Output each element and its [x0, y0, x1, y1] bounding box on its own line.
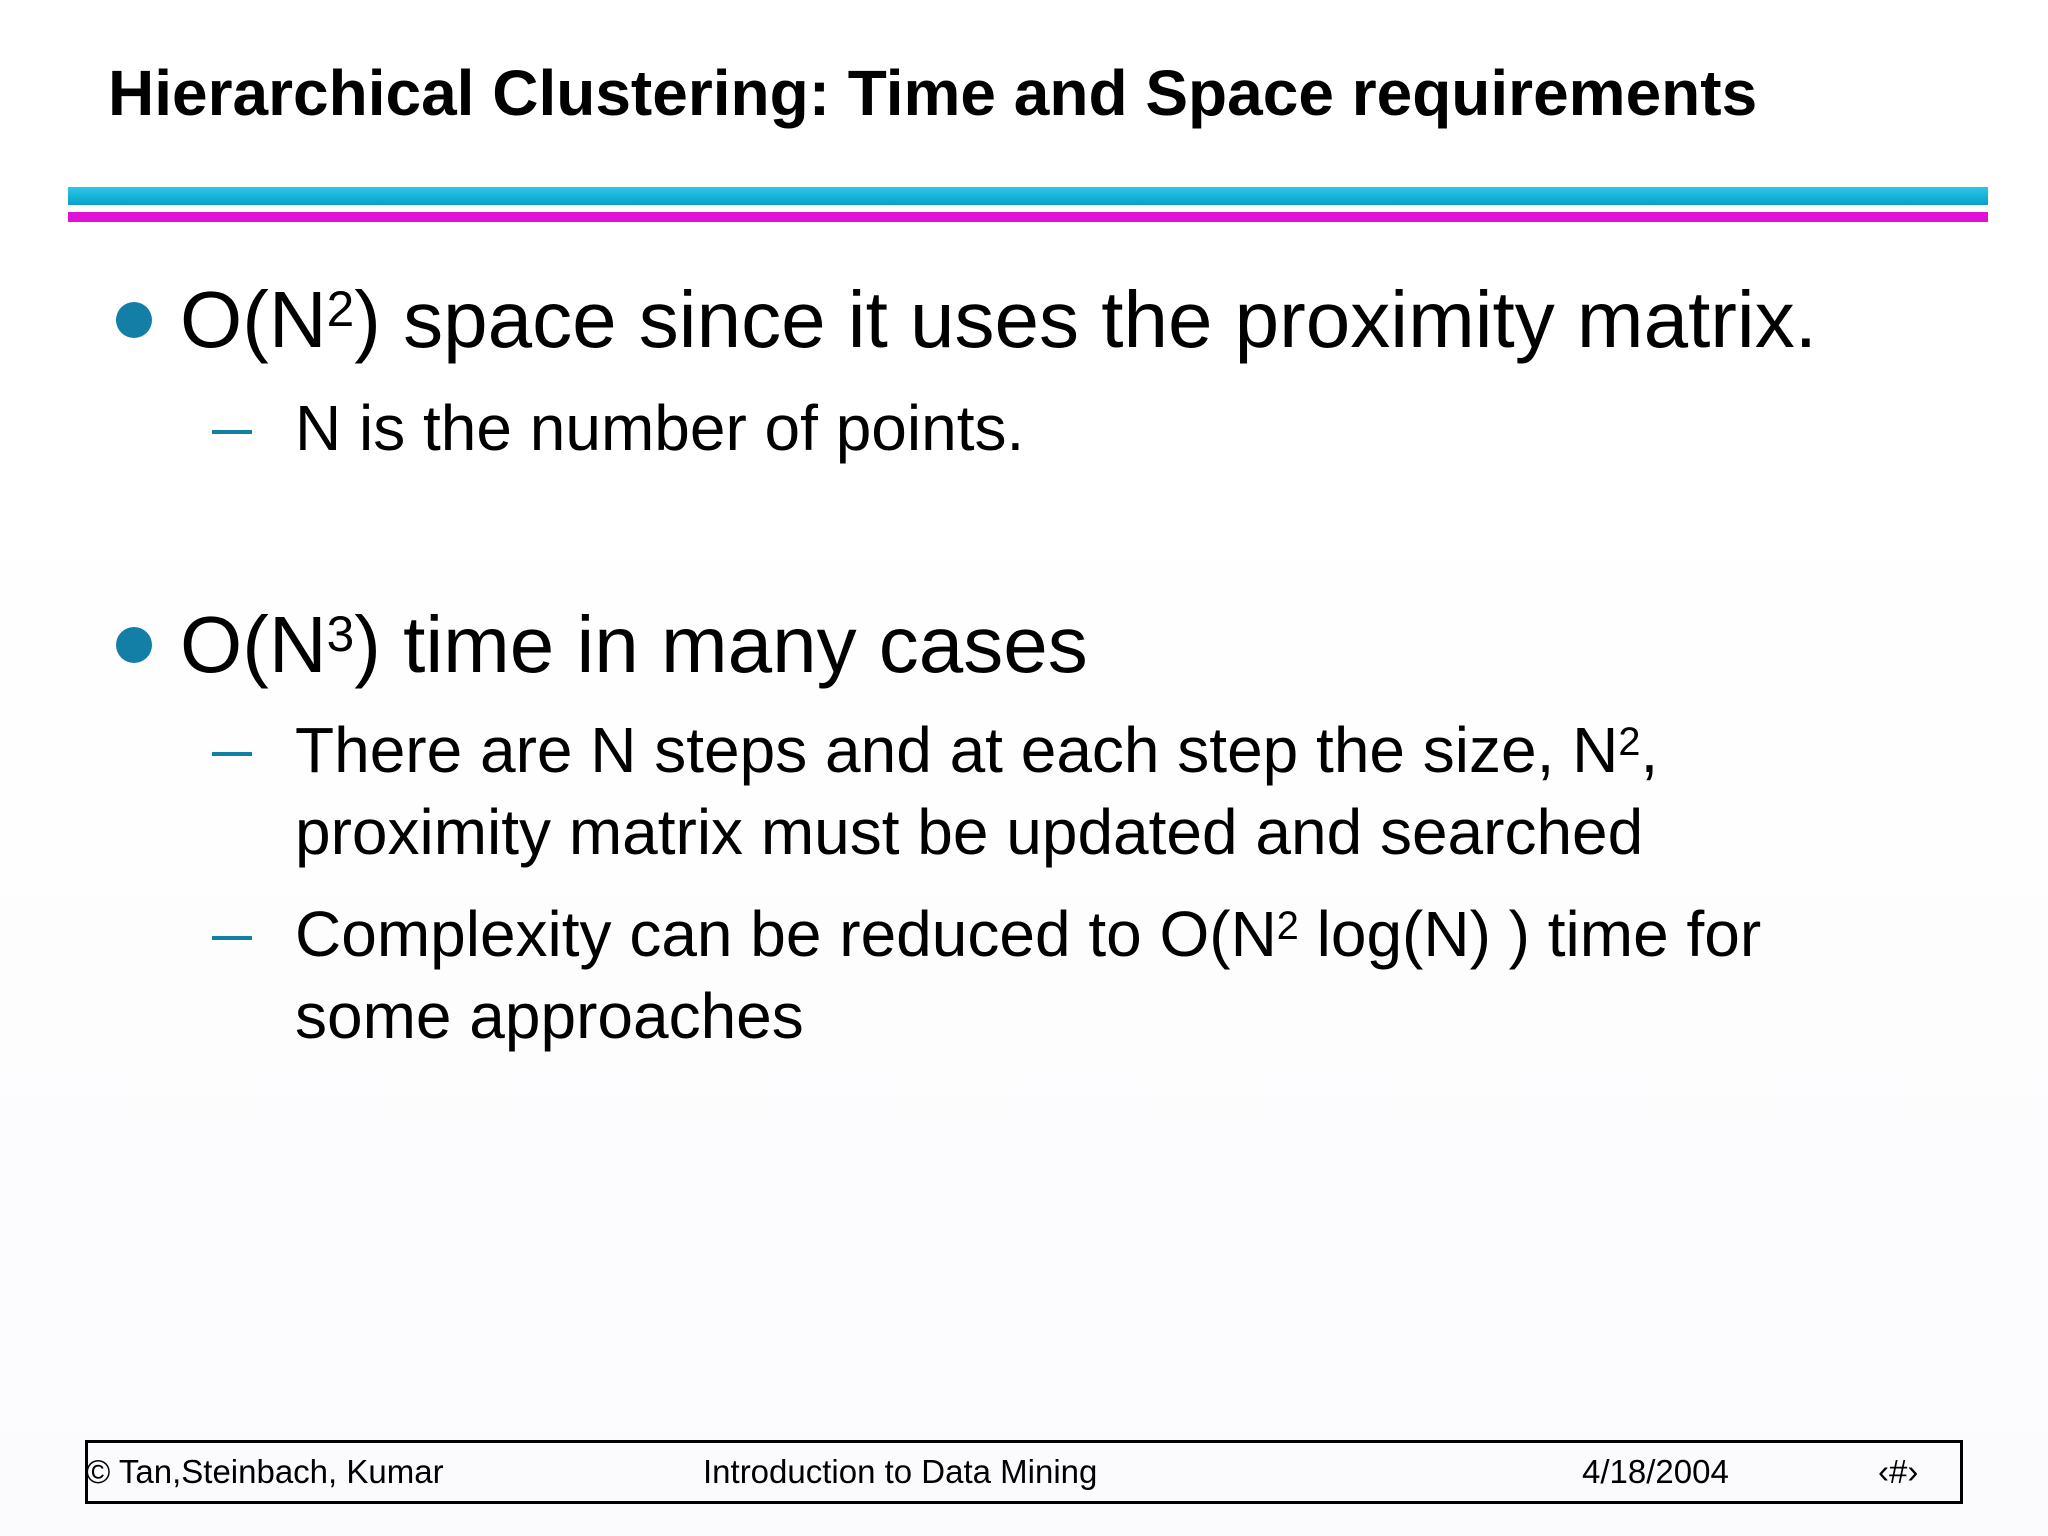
bullet-2-sub-2-superscript: 2 [1276, 904, 1299, 949]
bullet-2-sub-1-pre: There are N steps and at each step the size, N [295, 714, 1619, 786]
dash-icon [212, 752, 252, 756]
title-rule-cyan [68, 187, 1988, 205]
bullet-2-superscript: 3 [326, 606, 355, 663]
bullet-2-post: ) time in many cases [354, 600, 1088, 689]
bullet-1-post: ) space since it uses the proximity matrix. [354, 275, 1817, 364]
bullet-dot-icon [116, 302, 152, 338]
footer-date: 4/18/2004 [1582, 1453, 1729, 1490]
bullet-2-sub-2-line-2: some approaches [295, 980, 804, 1052]
bullet-2-sub-1-line-1 [295, 709, 1658, 791]
bullet-1-sub-1: N is the number of points. [295, 392, 1025, 464]
bullet-dot-icon [116, 627, 152, 663]
bullet-2-sub-1-post: , [1640, 714, 1659, 786]
bullet-2-sub-2-pre: Complexity can be reduced to O(N [295, 898, 1277, 970]
footer-page-number: ‹#› [1878, 1453, 1919, 1490]
bullet-2-sub-2-post: log(N) ) time for [1298, 898, 1762, 970]
bullet-2-pre: O(N [180, 600, 327, 689]
dash-icon [212, 430, 252, 434]
dash-icon [212, 936, 252, 940]
footer-authors: © Tan,Steinbach, Kumar [86, 1453, 444, 1490]
slide-title: Hierarchical Clustering: Time and Space requirements [108, 57, 1758, 129]
title-rule-magenta [68, 212, 1988, 222]
bullet-1-text [180, 275, 1817, 364]
bullet-2-sub-1-line-2: proximity matrix must be updated and searched [295, 796, 1644, 868]
bullet-1-pre: O(N [180, 275, 327, 364]
bullet-2-sub-2-line-1 [295, 893, 1761, 975]
bullet-1-superscript: 2 [326, 281, 355, 338]
bullet-2-text [180, 600, 1088, 689]
bullet-2-sub-1-superscript: 2 [1618, 720, 1641, 765]
footer-course: Introduction to Data Mining [703, 1453, 1098, 1490]
